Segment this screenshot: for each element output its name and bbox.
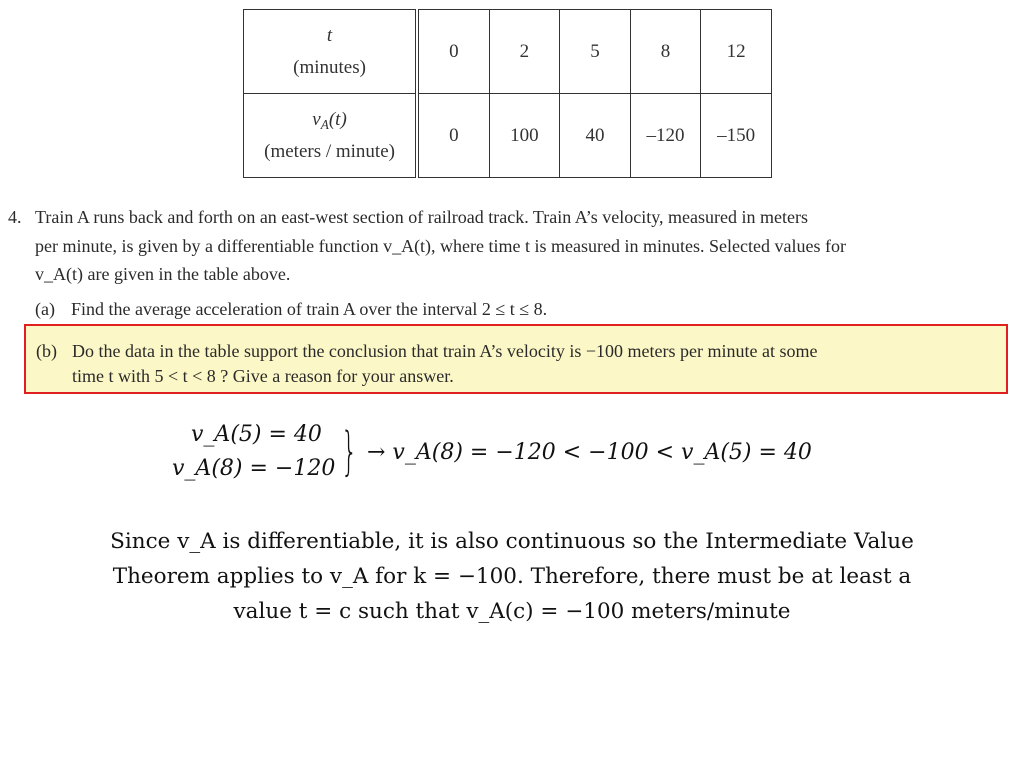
right-brace: } — [341, 422, 358, 482]
inequality-conclusion: → v_A(8) = −120 < −100 < v_A(5) = 40 — [367, 440, 812, 465]
table-cell: 5 — [560, 10, 631, 94]
table-cell: 2 — [489, 10, 560, 94]
equation-v-at-5: v_A(5) = 40 — [191, 422, 322, 447]
time-unit: (minutes) — [293, 56, 366, 78]
part-b-letter: (b) — [36, 341, 57, 361]
table-row-velocity — [244, 94, 772, 178]
part-a-letter: (a) — [35, 299, 55, 319]
problem-line: per minute, is given by a differentiable function v_A(t), where time t is measured in minutes. Selected values for — [35, 235, 846, 256]
velocity-table — [243, 9, 772, 178]
explanation-line: Theorem applies to v_A for k = −100. Therefore, there must be at least a — [112, 564, 912, 589]
velocity-variable: $v_A(t)$ — [312, 109, 347, 133]
table-cell: 8 — [630, 10, 701, 94]
problem-line: Train A runs back and forth on an east-west section of railroad track. Train A’s velocity, measured in meters — [35, 207, 808, 227]
explanation-line: value t = c such that v_A(c) = −100 meters/minute — [233, 599, 791, 624]
table-cell: –120 — [630, 94, 701, 178]
table-cell: 0 — [417, 10, 489, 94]
part-b-highlight-box — [24, 324, 1008, 394]
problem-statement — [8, 203, 1018, 289]
table-cell: –150 — [701, 94, 772, 178]
row-header-time — [244, 10, 418, 94]
table-cell: 40 — [560, 94, 631, 178]
table-cell: 12 — [701, 10, 772, 94]
row-header-velocity — [244, 94, 418, 178]
table-cell: 0 — [417, 94, 489, 178]
time-variable: t — [326, 25, 333, 47]
part-b-line: time t with 5 < t < 8 ? Give a reason for your answer. — [72, 366, 454, 386]
part-b-line: Do the data in the table support the conclusion that train A’s velocity is −100 meters per minute at some — [72, 341, 818, 361]
velocity-unit: (meters / minute) — [264, 140, 395, 162]
table-cell: 100 — [489, 94, 560, 178]
equation-v-at-8: v_A(8) = −120 — [172, 456, 336, 481]
solution-equations — [0, 420, 1024, 500]
problem-line: v_A(t) are given in the table above. — [35, 264, 291, 284]
part-a-text: Find the average acceleration of train A over the interval 2 ≤ t ≤ 8. — [71, 299, 548, 319]
part-a — [35, 299, 547, 320]
table-row-time — [244, 10, 772, 94]
solution-explanation — [62, 524, 962, 629]
problem-number: 4. — [8, 207, 22, 227]
explanation-line: Since v_A is differentiable, it is also continuous so the Intermediate Value — [110, 529, 914, 554]
